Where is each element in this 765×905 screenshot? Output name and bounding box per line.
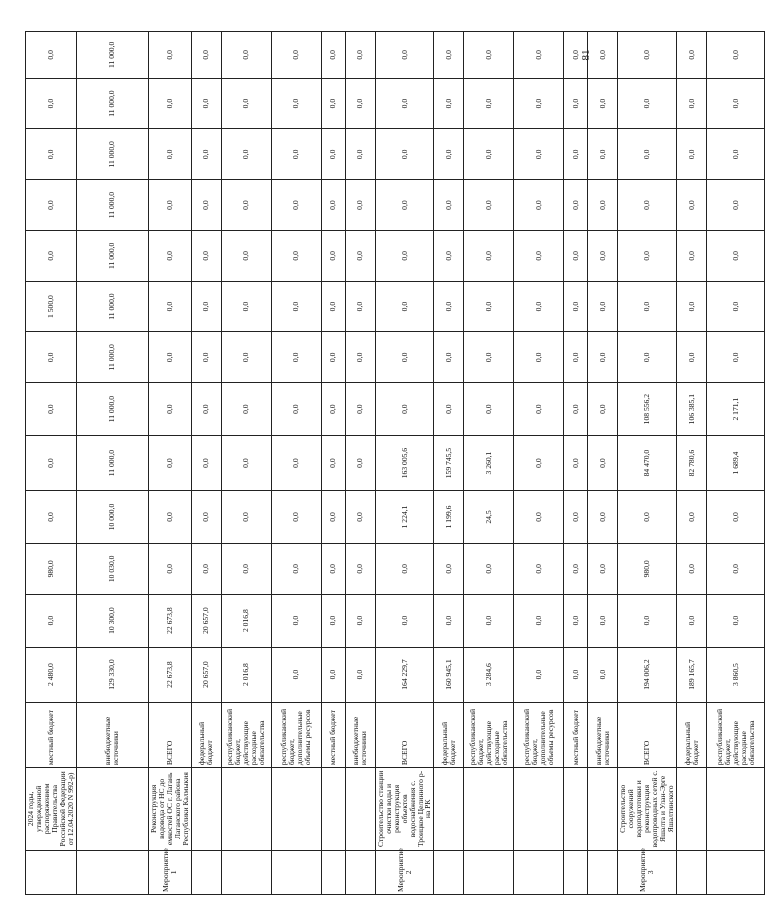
value-cell: 0,0 [221,436,271,491]
value-cell: 0,0 [514,78,564,129]
value-cell: 0,0 [148,180,191,231]
value-cell: 0,0 [191,129,221,180]
value-cell: 159 745,5 [434,436,464,491]
value-cell: 0,0 [434,129,464,180]
value-cell: 0,0 [707,491,765,544]
measure-cell [677,850,707,894]
value-cell: 0,0 [148,230,191,281]
value-cell: 0,0 [271,332,321,383]
value-cell: 0,0 [221,180,271,231]
table-row [148,32,191,895]
source-cell: республиканский бюджет, действующие расходные обязательства [707,702,765,768]
description-cell: Строительство сооружений водоподготовки и реконструкция водопроводных сетей с. Яшалта и Улан-Эрге Яшалтинского [618,768,677,850]
value-cell: 0,0 [271,383,321,436]
value-cell: 0,0 [464,332,514,383]
value-cell: 0,0 [321,383,345,436]
value-cell: 0,0 [677,281,707,332]
value-cell: 0,0 [345,180,375,231]
value-cell: 0,0 [564,281,588,332]
value-cell: 0,0 [618,129,677,180]
value-cell: 0,0 [707,129,765,180]
value-cell: 0,0 [345,230,375,281]
value-cell: 0,0 [434,281,464,332]
value-cell: 0,0 [677,230,707,281]
value-cell: 0,0 [221,543,271,594]
value-cell: 0,0 [375,281,434,332]
value-cell: 20 657,0 [191,594,221,647]
value-cell: 3 260,1 [464,436,514,491]
value-cell: 0,0 [588,383,618,436]
value-cell: 0,0 [434,78,464,129]
value-cell: 0,0 [321,491,345,544]
description-cell [271,768,321,850]
value-cell: 0,0 [345,383,375,436]
value-cell: 0,0 [191,230,221,281]
value-cell: 164 229,7 [375,647,434,702]
value-cell: 0,0 [677,129,707,180]
value-cell: 0,0 [321,594,345,647]
value-cell: 0,0 [464,180,514,231]
value-cell: 0,0 [588,78,618,129]
description-cell: Строительство станции очистки воды и реконструкция объектов водоснабжения с. Троицкое Целинного р-на РК [375,768,434,850]
source-cell: внебюджетные источники [345,702,375,768]
value-cell: 11 000,0 [76,230,148,281]
value-cell: 11 000,0 [76,281,148,332]
value-cell: 0,0 [271,180,321,231]
value-cell: 0,0 [564,78,588,129]
value-cell: 0,0 [707,180,765,231]
description-cell [464,768,514,850]
value-cell: 0,0 [345,436,375,491]
table-row [191,32,221,895]
value-cell: 0,0 [588,543,618,594]
value-cell: 0,0 [564,129,588,180]
value-cell: 0,0 [321,180,345,231]
value-cell: 0,0 [514,647,564,702]
value-cell: 0,0 [588,281,618,332]
value-cell: 0,0 [588,436,618,491]
description-cell [345,768,375,850]
value-cell: 0,0 [26,180,77,231]
value-cell: 0,0 [345,129,375,180]
value-cell: 0,0 [191,32,221,79]
value-cell: 129 330,0 [76,647,148,702]
value-cell: 0,0 [564,491,588,544]
table-row [677,32,707,895]
description-cell [76,768,148,850]
value-cell: 10 000,0 [76,491,148,544]
value-cell: 0,0 [434,32,464,79]
value-cell: 980,0 [618,543,677,594]
value-cell: 11 000,0 [76,129,148,180]
value-cell: 0,0 [321,32,345,79]
value-cell: 0,0 [375,230,434,281]
value-cell: 0,0 [464,594,514,647]
value-cell: 0,0 [375,543,434,594]
page-number: 81 [580,49,592,61]
value-cell: 22 673,8 [148,647,191,702]
table-row [618,32,677,895]
value-cell: 1 689,4 [707,436,765,491]
value-cell: 0,0 [514,332,564,383]
value-cell: 0,0 [564,32,588,79]
measure-cell [588,850,618,894]
value-cell: 0,0 [707,594,765,647]
value-cell: 0,0 [271,594,321,647]
value-cell: 2 171,1 [707,383,765,436]
value-cell: 0,0 [618,32,677,79]
source-cell: республиканский бюджет, дополнительные объемы ресурсов [271,702,321,768]
value-cell: 0,0 [345,594,375,647]
value-cell: 0,0 [677,180,707,231]
value-cell: 0,0 [588,491,618,544]
value-cell: 11 000,0 [76,78,148,129]
value-cell: 189 165,7 [677,647,707,702]
measure-cell [76,850,148,894]
source-cell: федеральный бюджет [434,702,464,768]
value-cell: 0,0 [271,281,321,332]
table-row [375,32,434,895]
value-cell: 0,0 [26,32,77,79]
value-cell: 0,0 [321,281,345,332]
value-cell: 10 300,0 [76,594,148,647]
value-cell: 0,0 [191,491,221,544]
value-cell: 0,0 [26,383,77,436]
source-cell: местный бюджет [321,702,345,768]
source-cell: республиканский бюджет, дополнительные объемы ресурсов [514,702,564,768]
value-cell: 980,0 [26,543,77,594]
table-row [464,32,514,895]
description-cell [434,768,464,850]
value-cell: 0,0 [375,180,434,231]
value-cell: 194 006,2 [618,647,677,702]
value-cell: 0,0 [148,32,191,79]
value-cell: 0,0 [564,180,588,231]
value-cell: 0,0 [148,281,191,332]
value-cell: 0,0 [564,332,588,383]
value-cell: 0,0 [148,383,191,436]
description-cell [707,768,765,850]
value-cell: 0,0 [345,78,375,129]
description-cell [321,768,345,850]
source-cell: ВСЕГО [148,702,191,768]
value-cell: 0,0 [618,230,677,281]
value-cell: 0,0 [375,594,434,647]
value-cell: 2 016,8 [221,594,271,647]
measure-cell [271,850,321,894]
value-cell: 0,0 [191,543,221,594]
table-row [707,32,765,895]
value-cell: 0,0 [514,32,564,79]
value-cell: 0,0 [271,129,321,180]
description-cell [221,768,271,850]
table-row [26,32,77,895]
measure-cell [707,850,765,894]
value-cell: 0,0 [375,78,434,129]
source-cell: федеральный бюджет [677,702,707,768]
value-cell: 0,0 [564,230,588,281]
value-cell: 0,0 [677,78,707,129]
measure-cell [434,850,464,894]
value-cell: 0,0 [321,332,345,383]
value-cell: 0,0 [464,543,514,594]
value-cell: 0,0 [26,78,77,129]
value-cell: 0,0 [464,281,514,332]
value-cell: 0,0 [345,491,375,544]
table-row [221,32,271,895]
value-cell: 0,0 [26,129,77,180]
value-cell: 0,0 [588,332,618,383]
value-cell: 11 000,0 [76,180,148,231]
value-cell: 0,0 [321,543,345,594]
measure-cell [564,850,588,894]
value-cell: 0,0 [26,594,77,647]
value-cell: 0,0 [464,230,514,281]
value-cell: 0,0 [618,332,677,383]
value-cell: 0,0 [321,230,345,281]
value-cell: 11 000,0 [76,383,148,436]
measure-cell [464,850,514,894]
value-cell: 0,0 [618,180,677,231]
value-cell: 0,0 [464,383,514,436]
value-cell: 0,0 [345,647,375,702]
value-cell: 0,0 [707,32,765,79]
value-cell: 106 385,1 [677,383,707,436]
value-cell: 0,0 [221,281,271,332]
description-cell [677,768,707,850]
description-cell [191,768,221,850]
value-cell: 0,0 [191,281,221,332]
value-cell: 0,0 [514,491,564,544]
source-cell: внебюджетные источники [588,702,618,768]
table-row [588,32,618,895]
value-cell: 3 284,6 [464,647,514,702]
value-cell: 0,0 [514,383,564,436]
source-cell: местный бюджет [564,702,588,768]
value-cell: 0,0 [271,230,321,281]
description-cell [514,768,564,850]
table-row [271,32,321,895]
value-cell: 0,0 [191,436,221,491]
value-cell: 20 657,0 [191,647,221,702]
source-cell: федеральный бюджет [191,702,221,768]
value-cell: 0,0 [271,647,321,702]
value-cell: 0,0 [588,32,618,79]
value-cell: 0,0 [221,491,271,544]
table-row [345,32,375,895]
value-cell: 0,0 [148,78,191,129]
table-row [434,32,464,895]
value-cell: 1 199,6 [434,491,464,544]
value-cell: 0,0 [271,32,321,79]
value-cell: 10 030,0 [76,543,148,594]
source-cell: внебюджетные источники [76,702,148,768]
table-row [76,32,148,895]
value-cell: 0,0 [26,332,77,383]
value-cell: 0,0 [677,594,707,647]
value-cell: 0,0 [221,332,271,383]
value-cell: 0,0 [588,180,618,231]
value-cell: 0,0 [345,332,375,383]
value-cell: 163 005,6 [375,436,434,491]
value-cell: 0,0 [434,543,464,594]
value-cell: 108 556,2 [618,383,677,436]
value-cell: 11 000,0 [76,32,148,79]
value-cell: 0,0 [618,491,677,544]
measure-cell [221,850,271,894]
value-cell: 0,0 [271,436,321,491]
source-cell: республиканский бюджет, действующие расходные обязательства [464,702,514,768]
value-cell: 0,0 [221,32,271,79]
value-cell: 0,0 [564,647,588,702]
value-cell: 0,0 [375,383,434,436]
value-cell: 11 000,0 [76,436,148,491]
value-cell: 0,0 [514,230,564,281]
value-cell: 0,0 [464,78,514,129]
value-cell: 0,0 [588,230,618,281]
source-cell: ВСЕГО [375,702,434,768]
measure-cell [345,850,375,894]
value-cell: 0,0 [434,332,464,383]
value-cell: 0,0 [321,78,345,129]
value-cell: 84 470,0 [618,436,677,491]
value-cell: 0,0 [588,647,618,702]
value-cell: 0,0 [514,281,564,332]
value-cell: 1 500,0 [26,281,77,332]
value-cell: 0,0 [321,436,345,491]
value-cell: 0,0 [191,180,221,231]
value-cell: 0,0 [345,32,375,79]
value-cell: 0,0 [191,332,221,383]
value-cell: 11 000,0 [76,332,148,383]
value-cell: 0,0 [464,129,514,180]
description-cell [564,768,588,850]
value-cell: 82 780,6 [677,436,707,491]
value-cell: 0,0 [564,594,588,647]
value-cell: 1 224,1 [375,491,434,544]
value-cell: 0,0 [434,230,464,281]
value-cell: 0,0 [677,543,707,594]
table-row [564,32,588,895]
value-cell: 0,0 [434,383,464,436]
value-cell: 0,0 [271,491,321,544]
value-cell: 0,0 [148,543,191,594]
measure-cell: Мероприятие 2 [375,850,434,894]
description-cell: Реконструкция водовода от НС до емкостей ОС г. Лагань Лаганского района Республики Калмыкия [148,768,191,850]
measure-cell [321,850,345,894]
value-cell: 22 673,8 [148,594,191,647]
source-cell: республиканский бюджет, действующие расходные обязательства [221,702,271,768]
value-cell: 0,0 [221,78,271,129]
value-cell: 0,0 [707,281,765,332]
measure-cell: Мероприятие 1 [148,850,191,894]
value-cell: 0,0 [588,594,618,647]
measure-cell [191,850,221,894]
source-cell: ВСЕГО [618,702,677,768]
value-cell: 0,0 [345,543,375,594]
value-cell: 0,0 [375,332,434,383]
value-cell: 0,0 [514,436,564,491]
value-cell: 0,0 [514,594,564,647]
value-cell: 0,0 [514,129,564,180]
value-cell: 0,0 [26,230,77,281]
value-cell: 0,0 [148,332,191,383]
value-cell: 0,0 [677,491,707,544]
value-cell: 0,0 [148,129,191,180]
table-row [514,32,564,895]
source-cell: местный бюджет [26,702,77,768]
value-cell: 0,0 [221,129,271,180]
description-cell [588,768,618,850]
value-cell: 0,0 [26,436,77,491]
value-cell: 0,0 [191,383,221,436]
description-cell: 2024 годы, утвержденной распоряжением Правительства Российской Федерации от 12.04.2020 N 992-р) [26,768,77,850]
value-cell: 2 016,8 [221,647,271,702]
value-cell: 0,0 [271,78,321,129]
value-cell: 0,0 [707,332,765,383]
table-row [321,32,345,895]
value-cell: 0,0 [677,332,707,383]
value-cell: 0,0 [618,594,677,647]
value-cell: 0,0 [321,129,345,180]
value-cell: 0,0 [191,78,221,129]
value-cell: 0,0 [321,647,345,702]
value-cell: 0,0 [514,543,564,594]
measure-cell [26,850,77,894]
value-cell: 0,0 [148,491,191,544]
value-cell: 0,0 [375,129,434,180]
value-cell: 0,0 [707,78,765,129]
value-cell: 0,0 [434,594,464,647]
budget-table [25,31,765,895]
value-cell: 24,5 [464,491,514,544]
value-cell: 0,0 [707,543,765,594]
value-cell: 0,0 [26,491,77,544]
value-cell: 0,0 [564,436,588,491]
value-cell: 0,0 [221,383,271,436]
value-cell: 0,0 [677,32,707,79]
value-cell: 0,0 [707,230,765,281]
value-cell: 3 860,5 [707,647,765,702]
value-cell: 0,0 [434,180,464,231]
value-cell: 0,0 [345,281,375,332]
value-cell: 0,0 [588,129,618,180]
value-cell: 0,0 [271,543,321,594]
value-cell: 0,0 [375,32,434,79]
value-cell: 0,0 [221,230,271,281]
value-cell: 0,0 [564,543,588,594]
value-cell: 160 945,1 [434,647,464,702]
value-cell: 2 480,0 [26,647,77,702]
value-cell: 0,0 [514,180,564,231]
value-cell: 0,0 [148,436,191,491]
value-cell: 0,0 [464,32,514,79]
measure-cell: Мероприятие 3 [618,850,677,894]
value-cell: 0,0 [564,383,588,436]
value-cell: 0,0 [618,78,677,129]
value-cell: 0,0 [618,281,677,332]
measure-cell [514,850,564,894]
